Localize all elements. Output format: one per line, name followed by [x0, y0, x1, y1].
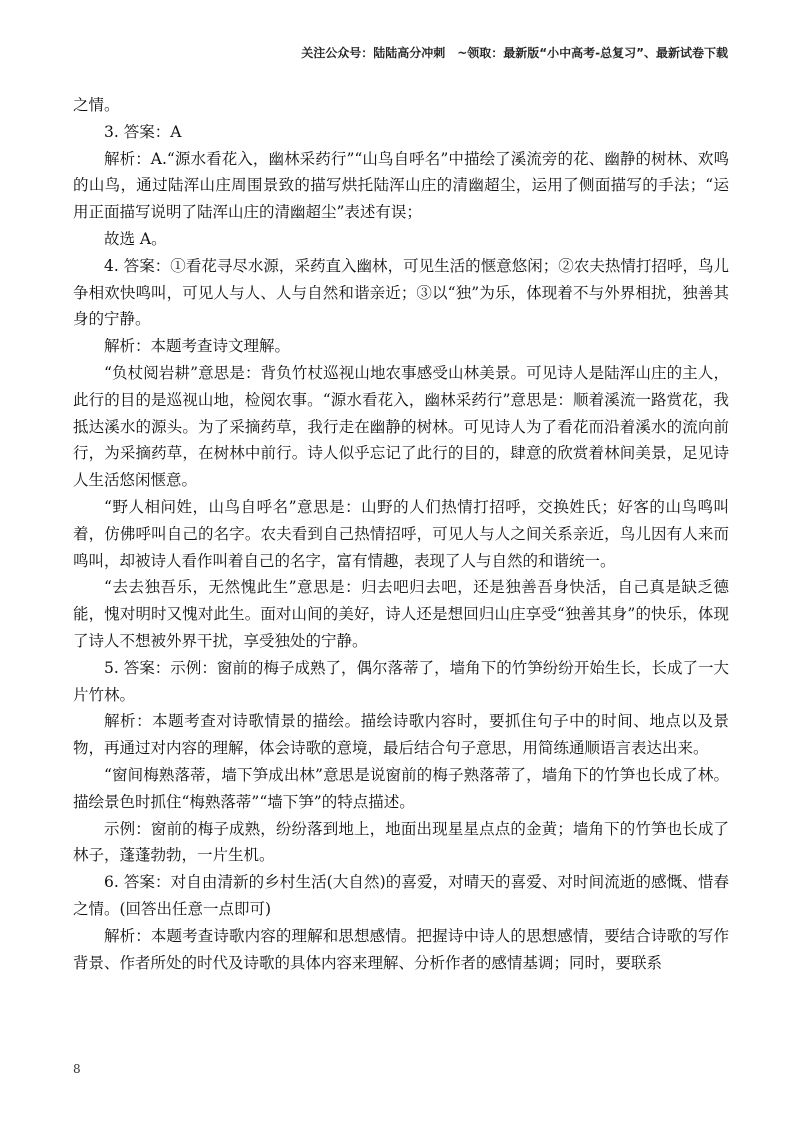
paragraph: 解析：本题考查诗文理解。: [104, 337, 291, 356]
paragraph: “负杖阅岩耕”意思是：背负竹杖巡视山地农事感受山林美景。可见诗人是陆浑山庄的主人，此行的目的是巡视山地，检阅农事。“源水看花入，幽林采药行”意思是：顺着溪流一路赏花，我抵达溪水的源头。为了采摘药草，我行走在幽静的树林。可见诗人为了看花而沿着溪水的流向前行，为采摘药草，在树林中前行。诗人似乎忘记了此行的目的，肆意的欣赏着林间美景，足见诗人生活悠闲惬意。: [73, 363, 729, 490]
paragraph: “野人相问姓，山鸟自呼名”意思是：山野的人们热情打招呼，交换姓氏；好客的山鸟鸣叫着，仿佛呼叫自己的名字。农夫看到自己热情招呼，可见人与人之间关系亲近，鸟儿因有人来而鸣叫，却被诗人看作叫着自己的名字，富有情趣，表现了人与自然的和谐统一。: [73, 497, 729, 570]
paragraph: 故选 A。: [104, 229, 167, 248]
paragraph: “去去独吾乐，无然愧此生”意思是：归去吧归去吧，还是独善吾身快活，自己真是缺乏德能，愧对明时又愧对此生。面对山间的美好，诗人还是想回归山庄享受“独善其身”的快乐，体现了诗人不想被外界干扰，享受独处的宁静。: [73, 578, 729, 650]
page-header: 关注公众号：陆陆高分冲刺 ~领取：最新版“小中高考-总复习”、最新试卷下载: [301, 46, 728, 60]
document-body: [73, 92, 729, 976]
paragraph: 解析：本题考查对诗歌情景的描绘。描绘诗歌内容时，要抓住句子中的时间、地点以及景物，再通过对内容的理解，体会诗歌的意境，最后结合句子意思，用简练通顺语言表达出来。: [73, 712, 729, 758]
paragraph: 示例：窗前的梅子成熟，纷纷落到地上，地面出现星星点点的金黄；墙角下的竹笋也长成了林子，蓬蓬勃勃，一片生机。: [73, 819, 729, 865]
paragraph: 4. 答案：①看花寻尽水源，采药直入幽林，可见生活的惬意悠闲；②农夫热情打招呼，鸟儿争相欢快鸣叫，可见人与人、人与自然和谐亲近；③以“独”为乐，体现着不与外界相扰，独善其身的宁静。: [73, 256, 729, 329]
paragraph: 解析：A.“源水看花入，幽林采药行”“山鸟自呼名”中描绘了溪流旁的花、幽静的树林、欢鸣的山鸟，通过陆浑山庄周围景致的描写烘托陆浑山庄的清幽超尘，运用了侧面描写的手法；“运用正面描写说明了陆浑山庄的清幽超尘”表述有误；: [73, 149, 729, 222]
paragraph: 5. 答案：示例：窗前的梅子成熟了，偶尔落蒂了，墙角下的竹笋纷纷开始生长，长成了一大片竹林。: [73, 658, 729, 704]
paragraph: 6. 答案：对自由清新的乡村生活(大自然)的喜爱，对晴天的喜爱、对时间流逝的感慨、惜春之情。(回答出任意一点即可): [73, 873, 729, 918]
paragraph: 3. 答案：A: [104, 122, 182, 141]
paragraph: 解析：本题考查诗歌内容的理解和思想感情。把握诗中诗人的思想感情，要结合诗歌的写作背景、作者所处的时代及诗歌的具体内容来理解、分析作者的感情基调；同时，要联系: [73, 926, 729, 972]
paragraph: “窗间梅熟落蒂，墙下笋成出林”意思是说窗前的梅子熟落蒂了，墙角下的竹笋也长成了林。描绘景色时抓住“梅熟落蒂”“墙下笋”的特点描述。: [73, 765, 729, 811]
page-number: 8: [73, 1062, 81, 1076]
paragraph: 之情。: [73, 96, 120, 114]
